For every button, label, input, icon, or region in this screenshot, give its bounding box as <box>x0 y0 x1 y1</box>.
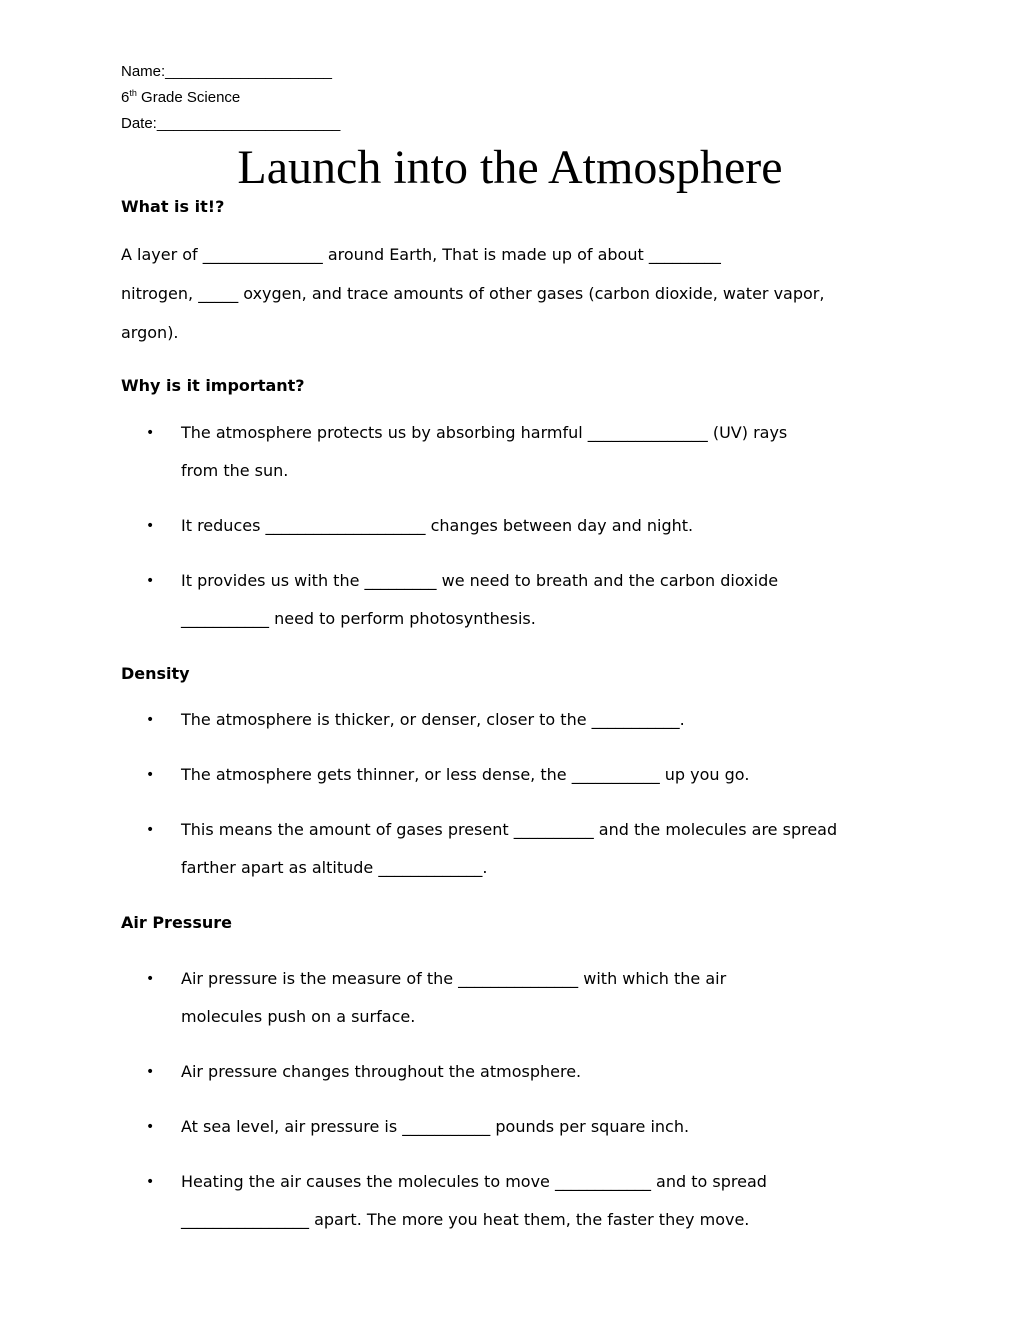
density-item-1-line-1: The atmosphere is thicker, or denser, closer to the ___________. <box>181 710 685 729</box>
why-item-3-line-1: It provides us with the _________ we need to breath and the carbon dioxide <box>181 571 779 590</box>
pressure-item-4-line-2: ________________ apart. The more you heat them, the faster they move. <box>181 1210 750 1229</box>
date-field-line: Date:______________________ <box>121 115 341 132</box>
bullet-icon: • <box>146 1119 155 1135</box>
section-heading-pressure: Air Pressure <box>121 913 232 932</box>
what-line-3: argon). <box>121 323 179 342</box>
bullet-icon: • <box>146 573 155 589</box>
why-item-3-line-2: ___________ need to perform photosynthesis. <box>181 609 536 628</box>
bullet-icon: • <box>146 971 155 987</box>
section-heading-density: Density <box>121 664 190 683</box>
pressure-item-2-line-1: Air pressure changes throughout the atmosphere. <box>181 1062 582 1081</box>
grade-text: Grade Science <box>136 89 241 106</box>
bullet-icon: • <box>146 1174 155 1190</box>
what-line-1: A layer of _______________ around Earth, That is made up of about _________ <box>121 245 721 264</box>
density-item-3-line-2: farther apart as altitude _____________. <box>181 858 488 877</box>
grade-superscript: th <box>129 88 137 98</box>
why-item-1-line-1: The atmosphere protects us by absorbing harmful _______________ (UV) rays <box>181 423 788 442</box>
bullet-icon: • <box>146 767 155 783</box>
grade-number: 6 <box>121 89 130 106</box>
name-field-line: Name:____________________ <box>121 63 333 80</box>
grade-label <box>121 89 240 107</box>
what-line-2: nitrogen, _____ oxygen, and trace amounts of other gases (carbon dioxide, water vapor, <box>121 284 825 303</box>
density-item-2-line-1: The atmosphere gets thinner, or less dense, the ___________ up you go. <box>181 765 750 784</box>
pressure-item-1-line-1: Air pressure is the measure of the _______________ with which the air <box>181 969 727 988</box>
bullet-icon: • <box>146 822 155 838</box>
bullet-icon: • <box>146 425 155 441</box>
bullet-icon: • <box>146 1064 155 1080</box>
why-item-1-line-2: from the sun. <box>181 461 289 480</box>
bullet-icon: • <box>146 712 155 728</box>
why-item-2-line-1: It reduces ____________________ changes between day and night. <box>181 516 694 535</box>
section-heading-why: Why is it important? <box>121 376 305 395</box>
pressure-item-1-line-2: molecules push on a surface. <box>181 1007 416 1026</box>
section-heading-what: What is it!? <box>121 197 225 216</box>
pressure-item-3-line-1: At sea level, air pressure is ___________ pounds per square inch. <box>181 1117 690 1136</box>
page-title: Launch into the Atmosphere <box>237 141 783 194</box>
pressure-item-4-line-1: Heating the air causes the molecules to move ____________ and to spread <box>181 1172 767 1191</box>
density-item-3-line-1: This means the amount of gases present __________ and the molecules are spread <box>181 820 838 839</box>
bullet-icon: • <box>146 518 155 534</box>
